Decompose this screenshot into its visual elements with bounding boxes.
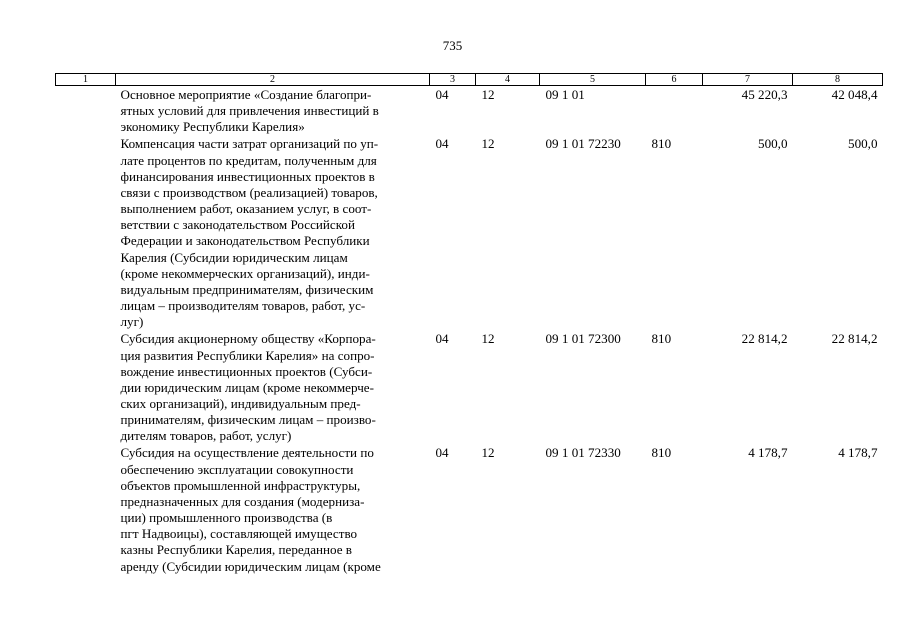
item-name-cell: [116, 86, 430, 136]
column-header: 1: [56, 74, 116, 86]
target-article-cell: 09 1 01 72230: [545, 136, 621, 152]
row-number-cell: [56, 86, 116, 136]
item-name-line: Субсидия на осуществление деятельности по: [120, 445, 374, 461]
expense-type-cell: 810: [651, 331, 672, 347]
amount-year-1-cell: 45 220,3: [741, 87, 788, 102]
subsection-code-cell: 12: [481, 445, 495, 461]
item-name-line: выполнением работ, оказанием услуг, в соот-: [120, 201, 372, 217]
item-name-cell: [116, 444, 430, 574]
row-number-cell: [56, 135, 116, 330]
item-name-line: ских организаций), индивидуальным пред-: [120, 395, 361, 411]
column-header: 8: [793, 74, 883, 86]
amount-year-1-cell: 4 178,7: [748, 445, 788, 461]
column-header: 5: [540, 74, 646, 86]
item-name-line: лате процентов по кредитам, полученным для: [120, 152, 377, 168]
item-name-line: ции) промышленного производства (в: [120, 510, 333, 526]
table-row: [56, 330, 883, 444]
budget-table: [55, 73, 883, 575]
amount-year-1-cell: 500,0: [758, 136, 788, 152]
subsection-code-cell: 12: [481, 331, 495, 347]
section-code-cell: 04: [435, 136, 449, 152]
target-article-cell: 09 1 01: [545, 87, 585, 102]
table-row: [56, 444, 883, 574]
column-header: 2: [116, 74, 430, 86]
item-name-line: луг): [120, 314, 144, 330]
amount-year-2-cell: 42 048,4: [831, 87, 878, 102]
item-name-line: видуальным предпринимателям, физическим: [120, 281, 374, 297]
table-row: [56, 135, 883, 330]
row-number-cell: [56, 444, 116, 574]
item-name-cell: [116, 330, 430, 444]
column-header: 3: [430, 74, 476, 86]
column-header: 6: [646, 74, 703, 86]
section-code-cell: 04: [435, 445, 449, 461]
column-header: 7: [703, 74, 793, 86]
target-article-cell: 09 1 01 72330: [545, 445, 621, 461]
item-name-line: Федерации и законодательством Республики: [120, 233, 370, 249]
item-name-line: экономику Республики Карелия»: [120, 119, 305, 135]
item-name-line: лицам – производителям товаров, работ, ус-: [120, 298, 366, 314]
item-name-line: обеспечению эксплуатации совокупности: [120, 461, 354, 477]
item-name-line: связи с производством (реализацией) товаров,: [120, 184, 378, 200]
item-name-line: казны Республики Карелия, переданное в: [120, 542, 352, 558]
item-name-line: Субсидия акционерному обществу «Корпора-: [120, 331, 376, 347]
expense-type-cell: [646, 86, 703, 136]
subsection-code-cell: 12: [481, 87, 495, 102]
item-name-line: Основное мероприятие «Создание благопри-: [120, 87, 372, 102]
section-code-cell: 04: [435, 87, 449, 102]
item-name-line: аренду (Субсидии юридическим лицам (кроме: [120, 558, 381, 574]
item-name-line: вождение инвестиционных проектов (Субси-: [120, 363, 373, 379]
table-header: [56, 74, 883, 86]
expense-type-cell: 810: [651, 136, 672, 152]
item-name-line: предназначенных для создания (модерниза-: [120, 493, 365, 509]
expense-type-cell: 810: [651, 445, 672, 461]
page-number: 735: [442, 38, 463, 53]
item-name-line: финансирования инвестиционных проектов в: [120, 168, 375, 184]
item-name-line: дителям товаров, работ, услуг): [120, 428, 292, 444]
amount-year-1-cell: 22 814,2: [741, 331, 788, 347]
item-name-line: ция развития Республики Карелия» на сопро-: [120, 347, 375, 363]
row-number-cell: [56, 330, 116, 444]
section-code-cell: 04: [435, 331, 449, 347]
column-header: 4: [476, 74, 540, 86]
item-name-line: ятных условий для привлечения инвестиций в: [120, 103, 379, 119]
item-name-line: (кроме некоммерческих организаций), инди-: [120, 265, 370, 281]
item-name-line: ветствии с законодательством Российской: [120, 217, 355, 233]
item-name-cell: [116, 135, 430, 330]
item-name-line: Компенсация части затрат организаций по уп-: [120, 136, 379, 152]
table-row: [56, 86, 883, 136]
table-body: [56, 86, 883, 575]
amount-year-2-cell: 22 814,2: [831, 331, 878, 347]
item-name-line: пгт Надвоицы), составляющей имущество: [120, 526, 358, 542]
item-name-line: принимателям, физическим лицам – произво-: [120, 412, 376, 428]
amount-year-2-cell: 500,0: [848, 136, 878, 152]
item-name-line: дии юридическим лицам (кроме некоммерче-: [120, 379, 374, 395]
item-name-line: объектов промышленной инфраструктуры,: [120, 477, 361, 493]
subsection-code-cell: 12: [481, 136, 495, 152]
target-article-cell: 09 1 01 72300: [545, 331, 621, 347]
amount-year-2-cell: 4 178,7: [838, 445, 878, 461]
item-name-line: Карелия (Субсидии юридическим лицам: [120, 249, 348, 265]
